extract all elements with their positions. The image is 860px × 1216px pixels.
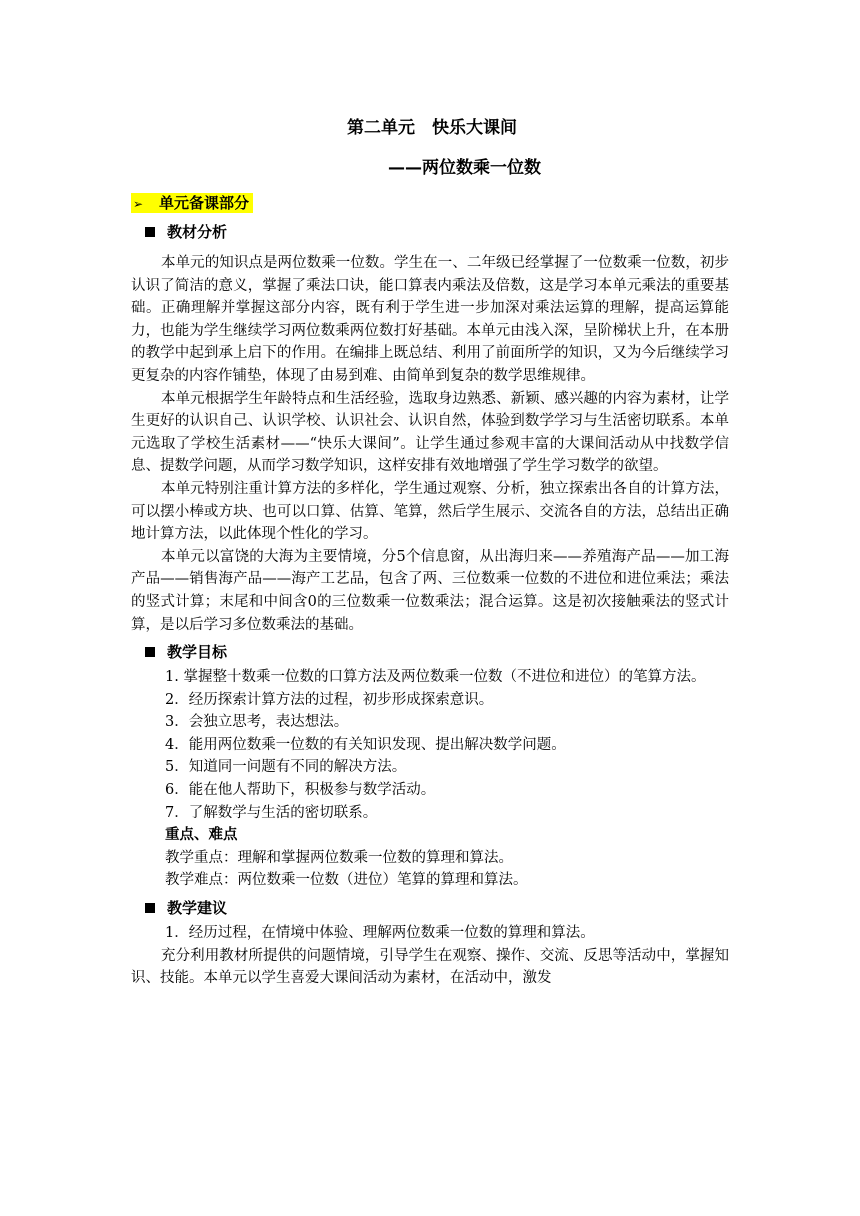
heading-goals-label: 教学目标: [167, 643, 228, 662]
heading-analysis: [131, 218, 729, 246]
doc-title: 第二单元 快乐大课间: [347, 118, 517, 138]
goal-item: 6．能在他人帮助下，积极参与数学活动。: [165, 782, 436, 799]
heading-suggestions-label: 教学建议: [167, 899, 228, 918]
goal-item: 2．经历探索计算方法的过程，初步形成探索意识。: [165, 691, 494, 708]
analysis-paragraph: 本单元特别注重计算方法的多样化，学生通过观察、分析，独立探索出各自的计算方法，可以摆小棒或方块、也可以口算、估算、笔算，然后学生展示、交流各自的方法，总结出正确地计算方法，以此体现个性化的学习。: [131, 480, 729, 543]
analysis-paragraph: 本单元根据学生年龄特点和生活经验，选取身边熟悉、新颖、感兴趣的内容为素材，让学生更好的认识自己、认识学校、认识社会、认识自然，体验到数学学习与生活密切联系。本单元选取了学校生活素材——“快乐大课间”。让学生通过参观丰富的大课间活动从中找数学信息、提数学问题，从而学习数学知识，这样安排有效地增强了学生学习数学的欲望。: [131, 390, 729, 475]
goal-item: 7．了解数学与生活的密切联系。: [165, 804, 378, 821]
analysis-paragraph: 本单元的知识点是两位数乘一位数。学生在一、二年级已经掌握了一位数乘一位数，初步认识了简洁的意义，掌握了乘法口诀，能口算表内乘法及倍数，这是学习本单元乘法的重要基础。正确理解并掌握这部分内容，既有利于学生进一步加深对乘法运算的理解，提高运算能力，也能为学生继续学习两位数乘两位数打好基础。本单元由浅入深，呈阶梯状上升，在本册的教学中起到承上启下的作用。在编排上既总结、利用了前面所学的知识，又为今后继续学习更复杂的内容作铺垫，体现了由易到难、由简单到复杂的数学思维规律。: [131, 255, 729, 384]
goal-item: 1. 掌握整十数乘一位数的口算方法及两位数乘一位数（不进位和进位）的笔算方法。: [165, 669, 706, 686]
heading-goals: [131, 638, 729, 666]
section-heading: [131, 190, 729, 216]
difficult-point: 教学难点：两位数乘一位数（进位）笔算的算理和算法。: [165, 872, 528, 889]
goal-item: 3．会独立思考，表达想法。: [165, 714, 349, 731]
document-body: [131, 112, 729, 990]
goal-item: 4．能用两位数乘一位数的有关知识发现、提出解决数学问题。: [165, 736, 566, 753]
goal-item: 5．知道同一问题有不同的解决方法。: [165, 759, 407, 776]
square-bullet-icon: [145, 903, 155, 913]
section-title: 单元备课部分: [159, 194, 250, 212]
key-point: 教学重点：理解和掌握两位数乘一位数的算理和算法。: [165, 849, 513, 866]
heading-analysis-label: 教材分析: [167, 223, 228, 241]
section-highlight: [131, 193, 253, 213]
square-bullet-icon: [145, 227, 155, 237]
suggestion-paragraph: 充分利用教材所提供的问题情境，引导学生在观察、操作、交流、反思等活动中，掌握知识、技能。本单元以学生喜爱大课间活动为素材，在活动中，激发: [131, 947, 729, 987]
heading-suggestions: [131, 894, 729, 922]
arrow-bullet-icon: ➢: [133, 197, 144, 211]
square-bullet-icon: [145, 647, 155, 657]
doc-subtitle: ——两位数乘一位数: [388, 158, 541, 178]
key-difficult-heading: 重点、难点: [165, 827, 238, 844]
analysis-paragraph: 本单元以富饶的大海为主要情境，分5个信息窗，从出海归来——养殖海产品——加工海产品——销售海产品——海产工艺品，包含了两、三位数乘一位数的不进位和进位乘法；乘法的竖式计算；末尾和中间含0的三位数乘一位数乘法；混合运算。这是初次接触乘法的竖式计算，是以后学习多位数乘法的基础。: [131, 548, 729, 633]
suggestion-item: 1．经历过程，在情境中体验、理解两位数乘一位数的算理和算法。: [165, 925, 595, 942]
